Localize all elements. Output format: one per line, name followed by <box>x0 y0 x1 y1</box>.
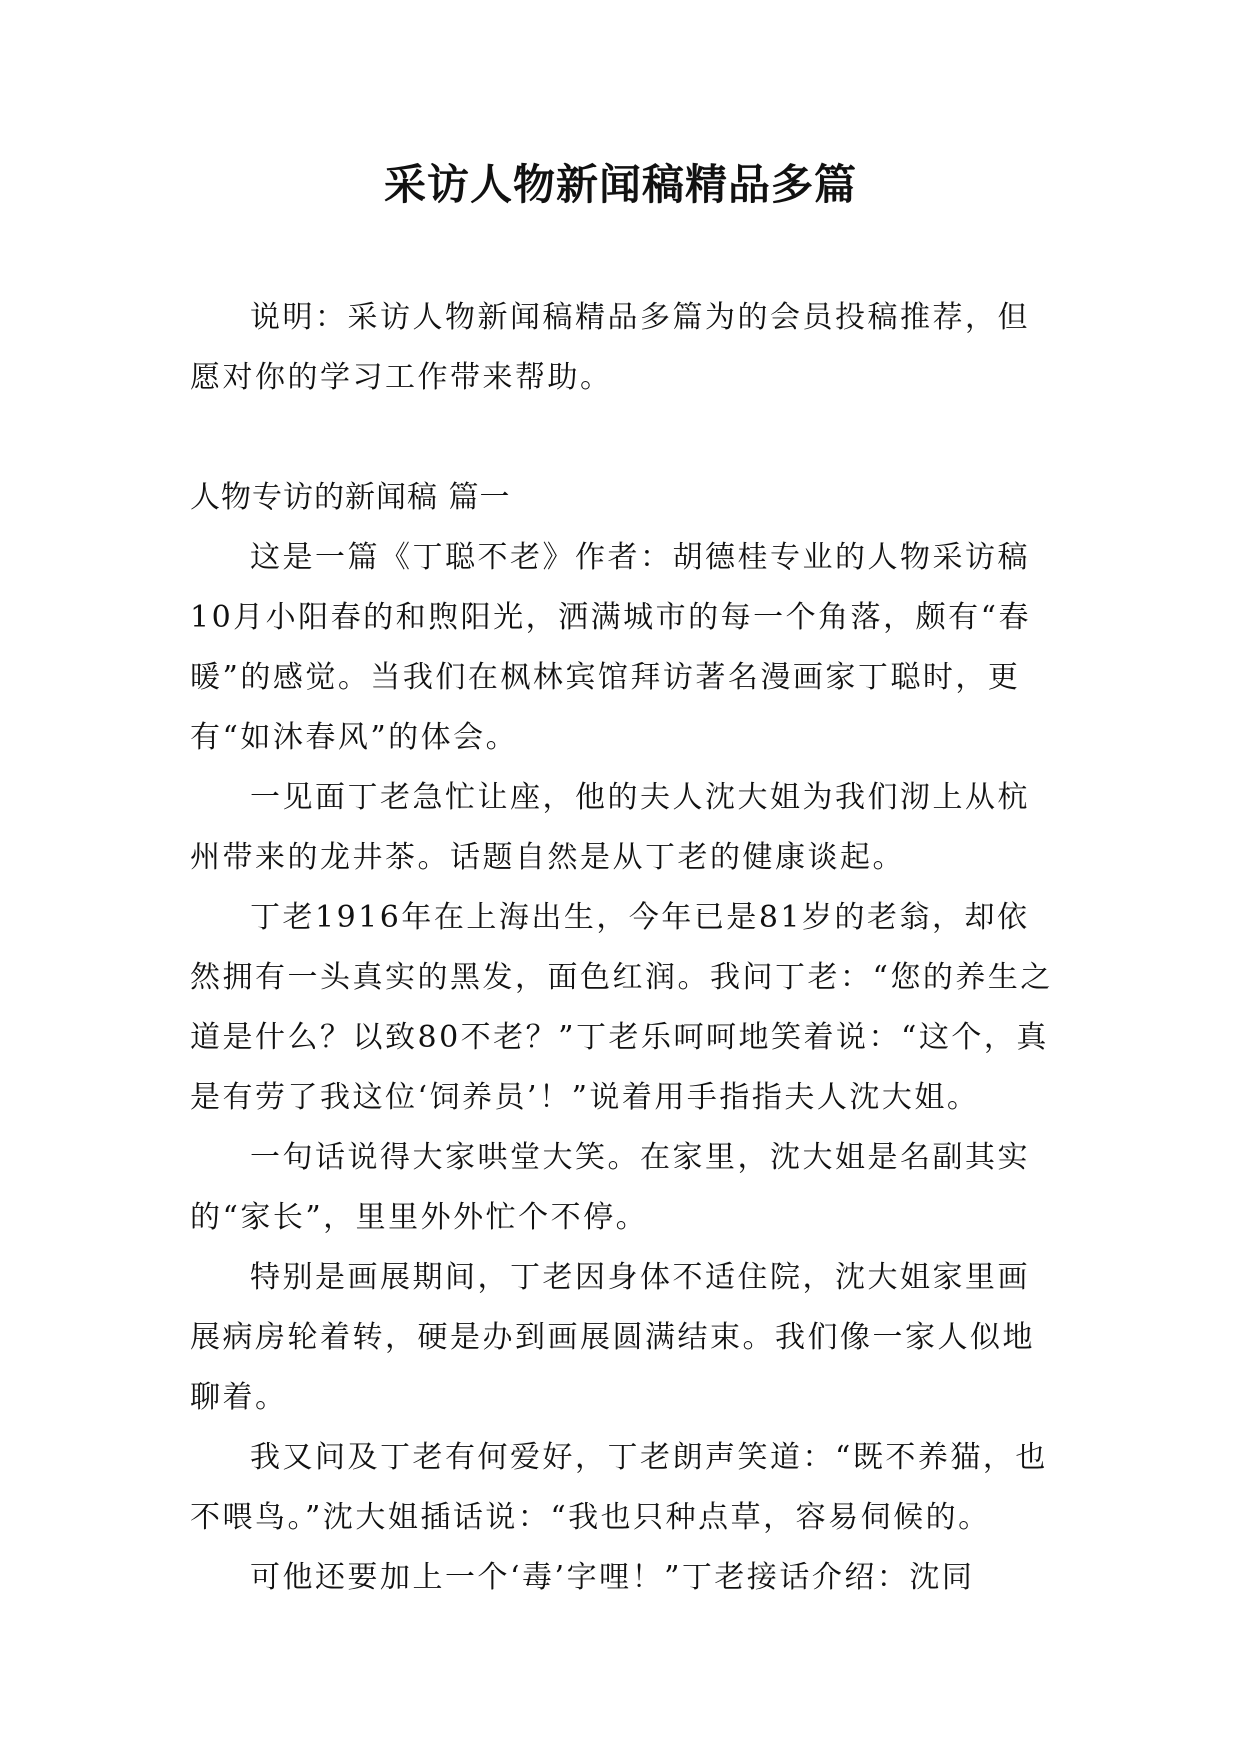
document-title: 采访人物新闻稿精品多篇 <box>383 160 857 209</box>
body-paragraph-4: 一句话说得大家哄堂大笑。在家里，沈大姐是名副其实的“家长”，里里外外忙个不停。 <box>190 1140 1030 1235</box>
body-paragraph-7: 可他还要加上一个‘毒’字哩！”丁老接话介绍：沈同 <box>250 1560 975 1595</box>
section-heading: 人物专访的新闻稿 篇一 <box>190 480 511 515</box>
body-paragraph-2: 一见面丁老急忙让座，他的夫人沈大姐为我们沏上从杭州带来的龙井茶。话题自然是从丁老的健康谈起。 <box>190 780 1030 875</box>
body-paragraph-6: 我又问及丁老有何爱好，丁老朗声笑道：“既不养猫，也不喂鸟。”沈大姐插话说：“我也只种点草，容易伺候的。 <box>190 1440 1048 1535</box>
document-body <box>190 288 1054 1608</box>
body-paragraph-1: 这是一篇《丁聪不老》作者：胡德桂专业的人物采访稿10月小阳春的和煦阳光，洒满城市的每一个角落，颇有“春暖”的感觉。当我们在枫林宾馆拜访著名漫画家丁聪时，更有“如沐春风”的体会。 <box>190 540 1032 755</box>
body-paragraph-5: 特别是画展期间，丁老因身体不适住院，沈大姐家里画展病房轮着转，硬是办到画展圆满结束。我们像一家人似地聊着。 <box>190 1260 1035 1415</box>
intro-paragraph: 说明：采访人物新闻稿精品多篇为的会员投稿推荐，但愿对你的学习工作带来帮助。 <box>190 300 1030 395</box>
body-paragraph-3: 丁老1916年在上海出生，今年已是81岁的老翁，却依然拥有一头真实的黑发，面色红润。我问丁老：“您的养生之道是什么？以致80不老？”丁老乐呵呵地笑着说：“这个，真是有劳了我这位‘饲养员’！”说着用手指指夫人沈大姐。 <box>190 900 1053 1115</box>
